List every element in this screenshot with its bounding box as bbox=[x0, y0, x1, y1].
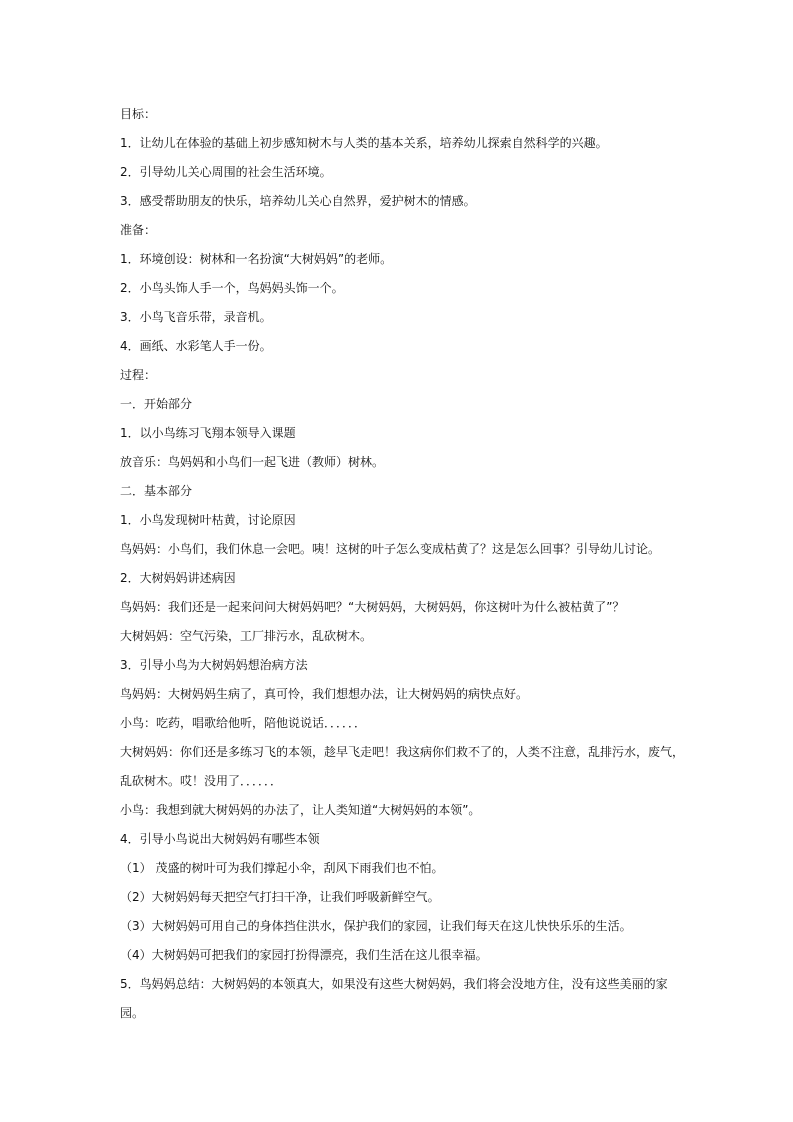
preparation-item: 2．小鸟头饰人手一个，鸟妈妈头饰一个。 bbox=[120, 281, 344, 295]
preparation-item: 4．画纸、水彩笔人手一份。 bbox=[120, 339, 272, 353]
summary-line: 园。 bbox=[120, 1006, 145, 1020]
heading-preparation: 准备： bbox=[120, 223, 157, 237]
list-item: （3）大树妈妈可用自己的身体挡住洪水，保护我们的家园，让我们每天在这儿快快乐乐的生活。 bbox=[120, 919, 632, 933]
paragraph-line: 放音乐：鸟妈妈和小鸟们一起飞进（教师）树林。 bbox=[120, 455, 385, 469]
paragraph-line: 大树妈妈：你们还是多练习飞的本领，趁早飞走吧！我这病你们救不了的，人类不注意，乱排污水，废气， bbox=[120, 745, 685, 759]
step-heading: 4．引导小鸟说出大树妈妈有哪些本领 bbox=[120, 832, 320, 846]
goal-item: 2．引导幼儿关心周围的社会生活环境。 bbox=[120, 165, 332, 179]
paragraph-line: 乱砍树木。哎！没用了．．．．．． bbox=[120, 774, 283, 788]
step-heading: 2．大树妈妈讲述病因 bbox=[120, 571, 236, 585]
list-item: （2）大树妈妈每天把空气打扫干净，让我们呼吸新鲜空气。 bbox=[120, 890, 440, 904]
heading-goals: 目标： bbox=[120, 107, 157, 121]
document-page bbox=[120, 100, 685, 1028]
paragraph-line: 鸟妈妈：我们还是一起来问问大树妈妈吧？“大树妈妈，大树妈妈，你这树叶为什么被枯黄了”？ bbox=[120, 600, 625, 614]
preparation-item: 1．环境创设：树林和一名扮演“大树妈妈”的老师。 bbox=[120, 252, 393, 266]
paragraph-line: 小鸟：吃药，唱歌给他听，陪他说说话．．．．．． bbox=[120, 716, 367, 730]
step-heading: 3．引导小鸟为大树妈妈想治病方法 bbox=[120, 658, 308, 672]
paragraph-line: 鸟妈妈：大树妈妈生病了，真可怜，我们想想办法，让大树妈妈的病快点好。 bbox=[120, 687, 529, 701]
section-heading: 一．开始部分 bbox=[120, 397, 193, 411]
paragraph-line: 鸟妈妈：小鸟们，我们休息一会吧。咦！这树的叶子怎么变成枯黄了？这是怎么回事？引导幼儿讨论。 bbox=[120, 542, 661, 556]
list-item: （1） 茂盛的树叶可为我们撑起小伞，刮风下雨我们也不怕。 bbox=[120, 861, 444, 875]
heading-process: 过程： bbox=[120, 368, 157, 382]
summary-line: 5．鸟妈妈总结：大树妈妈的本领真大，如果没有这些大树妈妈，我们将会没地方住，没有这些美丽的家 bbox=[120, 977, 668, 991]
list-item: （4）大树妈妈可把我们的家园打扮得漂亮，我们生活在这儿很幸福。 bbox=[120, 948, 488, 962]
step-heading: 1．小鸟发现树叶枯黄，讨论原因 bbox=[120, 513, 296, 527]
goal-item: 3．感受帮助朋友的快乐，培养幼儿关心自然界，爱护树木的情感。 bbox=[120, 194, 476, 208]
paragraph-line: 小鸟：我想到就大树妈妈的办法了，让人类知道“大树妈妈的本领”。 bbox=[120, 803, 481, 817]
preparation-item: 3．小鸟飞音乐带，录音机。 bbox=[120, 310, 272, 324]
section-heading: 二．基本部分 bbox=[120, 484, 193, 498]
step-heading: 1．以小鸟练习飞翔本领导入课题 bbox=[120, 426, 296, 440]
goal-item: 1．让幼儿在体验的基础上初步感知树木与人类的基本关系，培养幼儿探索自然科学的兴趣。 bbox=[120, 136, 608, 150]
paragraph-line: 大树妈妈：空气污染，工厂排污水，乱砍树木。 bbox=[120, 629, 373, 643]
